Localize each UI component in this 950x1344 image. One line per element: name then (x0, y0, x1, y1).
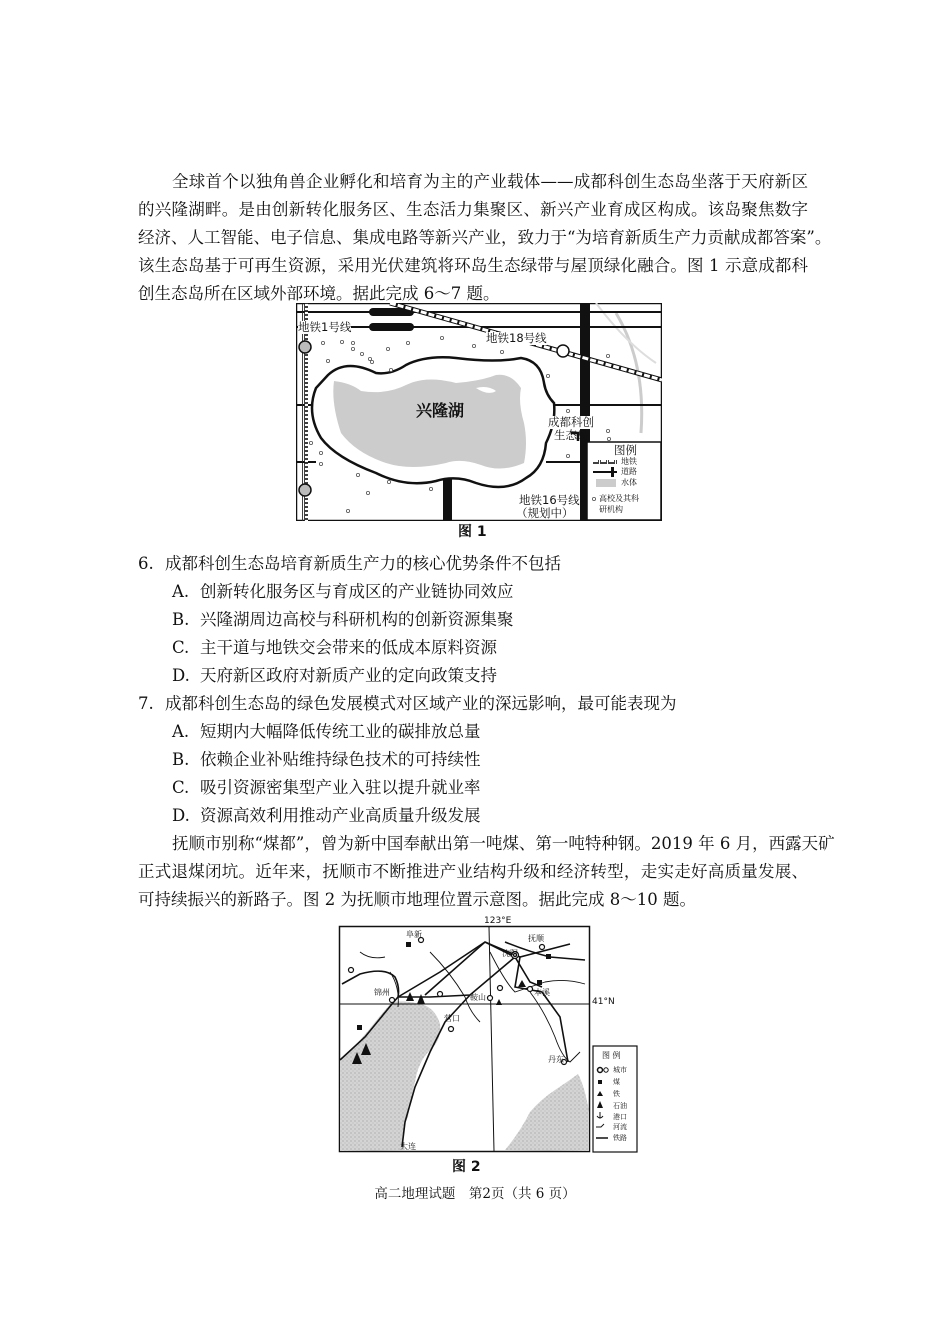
option-label: D. (172, 666, 190, 685)
legend-river: 河流 (613, 1123, 627, 1131)
option-text: 创新转化服务区与育成区的产业链协同效应 (200, 582, 514, 601)
option-label: B. (172, 610, 190, 629)
longitude-label: 123°E (484, 916, 512, 926)
city-dalian: 大连 (400, 1142, 416, 1151)
question-number: 7. (138, 694, 154, 713)
label-metro-1: 地铁1号线 (298, 320, 352, 334)
question-stem: 成都科创生态岛培育新质生产力的核心优势条件不包括 (165, 554, 561, 573)
latitude-label: 41°N (592, 997, 615, 1007)
city-yingkou: 营口 (444, 1014, 460, 1023)
figure-2-caption: 图 2 (452, 1159, 481, 1175)
legend-port: 港口 (613, 1113, 627, 1121)
city-fushun: 抚顺 (528, 934, 544, 943)
label-island-2: 生态岛 (554, 428, 589, 442)
figure-2-map (330, 912, 650, 1162)
figure-1-caption: 图 1 (458, 524, 487, 540)
legend-railway: 铁路 (613, 1134, 627, 1142)
label-metro-16: 地铁16号线 (519, 493, 580, 507)
option-label: D. (172, 806, 190, 825)
legend-title: 图例 (614, 443, 637, 457)
figure-1-map-drawing (296, 303, 662, 521)
legend-metro: 地铁 (621, 457, 637, 466)
city-jinzhou: 锦州 (374, 988, 390, 997)
city-anshan: 鞍山 (470, 993, 486, 1002)
option-label: C. (172, 778, 190, 797)
page-footer: 高二地理试题 第2页（共 6 页） (374, 1186, 576, 1202)
option-label: A. (172, 582, 190, 601)
legend-university: 高校及其科 (599, 494, 639, 503)
passage-line: 可持续振兴的新路子。图 2 为抚顺市地理位置示意图。据此完成 8～10 题。 (138, 890, 696, 909)
legend-title: 图 例 (602, 1051, 621, 1060)
option-text: 资源高效利用推动产业高质量升级发展 (200, 806, 481, 825)
passage-line: 创生态岛所在区域外部环境。据此完成 6～7 题。 (138, 284, 500, 303)
option-label: A. (172, 722, 190, 741)
legend-oil: 石油 (613, 1102, 627, 1110)
option-text: 天府新区政府对新质产业的定向政策支持 (200, 666, 497, 685)
legend-road: 道路 (621, 467, 637, 476)
option-text: 短期内大幅降低传统工业的碳排放总量 (200, 722, 481, 741)
passage-line: 正式退煤闭坑。近年来，抚顺市不断推进产业结构升级和经济转型，走实走好高质量发展、 (138, 862, 808, 881)
legend-iron: 铁 (613, 1090, 620, 1098)
label-metro-18: 地铁18号线 (486, 331, 547, 345)
question-stem: 成都科创生态岛的绿色发展模式对区域产业的深远影响，最可能表现为 (165, 694, 677, 713)
city-shenyang: 沈阳 (502, 949, 518, 958)
legend-water: 水体 (621, 478, 637, 487)
option-label: C. (172, 638, 190, 657)
option-text: 兴隆湖周边高校与科研机构的创新资源集聚 (200, 610, 514, 629)
passage-line: 的兴隆湖畔。是由创新转化服务区、生态活力集聚区、新兴产业育成区构成。该岛聚焦数字 (138, 200, 808, 219)
city-fuxin: 阜新 (406, 930, 422, 939)
passage-line: 抚顺市别称“煤都”，曾为新中国奉献出第一吨煤、第一吨特种钢。2019 年 6 月，西露天矿 (172, 834, 835, 853)
passage-line: 全球首个以独角兽企业孵化和培育为主的产业载体——成都科创生态岛坐落于天府新区 (172, 172, 808, 191)
legend-city: 城市 (613, 1066, 627, 1074)
option-text: 吸引资源密集型产业入驻以提升就业率 (200, 778, 481, 797)
option-label: B. (172, 750, 190, 769)
label-island-1: 成都科创 (548, 415, 594, 429)
question-number: 6. (138, 554, 154, 573)
figure-1-map (296, 303, 662, 521)
option-text: 主干道与地铁交会带来的低成本原料资源 (200, 638, 497, 657)
passage-line: 经济、人工智能、电子信息、集成电路等新兴产业，致力于“为培育新质生产力贡献成都答案”。 (138, 228, 832, 247)
legend-institute: 研机构 (599, 505, 623, 514)
city-dandong: 丹东 (548, 1055, 564, 1064)
city-benxi: 本溪 (534, 988, 550, 997)
legend-coal: 煤 (613, 1078, 620, 1086)
passage-line: 该生态岛基于可再生资源，采用光伏建筑将环岛生态绿带与屋顶绿化融合。图 1 示意成都科 (138, 256, 808, 275)
label-metro-16-note: （规划中） (516, 506, 574, 520)
option-text: 依赖企业补贴维持绿色技术的可持续性 (200, 750, 481, 769)
label-lake: 兴隆湖 (416, 401, 465, 420)
figure-2-map-drawing (330, 912, 650, 1162)
